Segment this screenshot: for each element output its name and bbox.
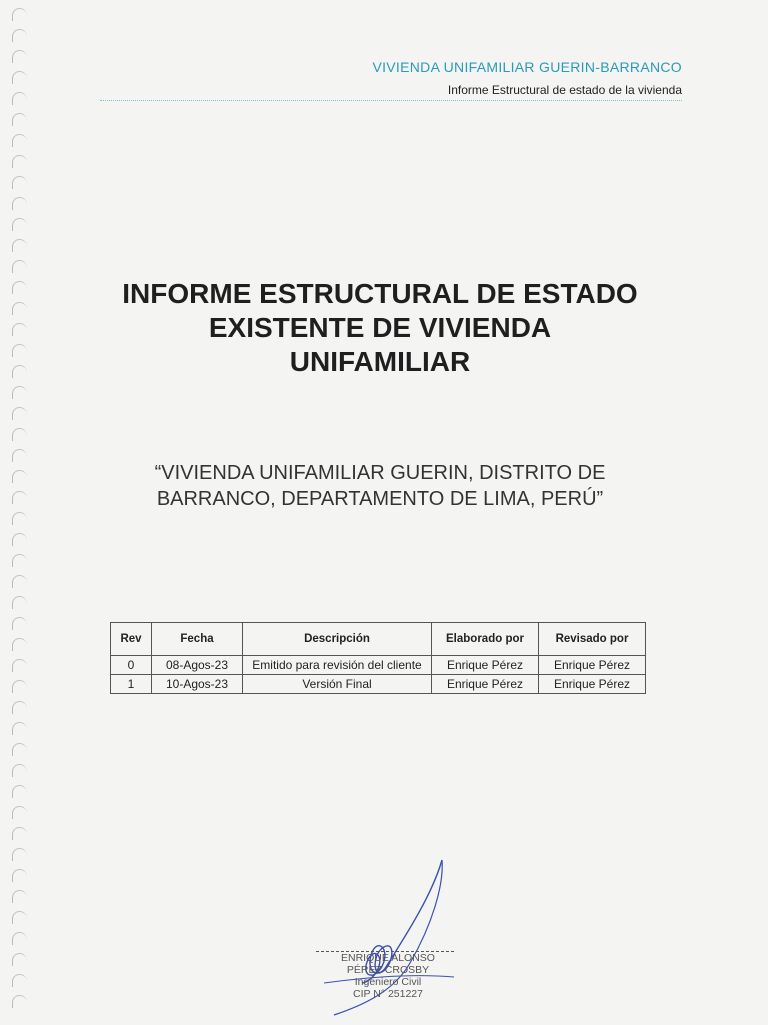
- binding-ring: [12, 92, 27, 105]
- binding-ring: [12, 890, 27, 903]
- binding-ring: [12, 176, 27, 189]
- binding-ring: [12, 722, 27, 735]
- cell-descripcion: Emitido para revisión del cliente: [243, 656, 432, 675]
- binding-ring: [12, 428, 27, 441]
- project-name-line-1: “VIVIENDA UNIFAMILIAR GUERIN, DISTRITO DE: [154, 462, 606, 484]
- binding-ring: [12, 953, 27, 966]
- binding-ring: [12, 512, 27, 525]
- cell-elaborado-por: Enrique Pérez: [432, 675, 539, 694]
- binding-ring: [12, 848, 27, 861]
- col-revisado-por: Revisado por: [539, 623, 646, 656]
- binding-ring: [12, 386, 27, 399]
- binding-ring: [12, 407, 27, 420]
- revision-table-header: [111, 623, 646, 656]
- binding-ring: [12, 617, 27, 630]
- col-descripcion: Descripción: [243, 623, 432, 656]
- binding-ring: [12, 575, 27, 588]
- binding-ring: [12, 281, 27, 294]
- binding-ring: [12, 785, 27, 798]
- col-rev: Rev: [111, 623, 152, 656]
- header-subtitle: Informe Estructural de estado de la vivienda: [447, 83, 682, 97]
- cell-descripcion: Versión Final: [243, 675, 432, 694]
- binding-ring: [12, 50, 27, 63]
- signer-stamp: [318, 952, 458, 1000]
- signer-license: CIP N° 251227: [353, 988, 423, 1000]
- col-fecha: Fecha: [152, 623, 243, 656]
- signer-name-line-2: PÉREZ CROSBY: [346, 964, 430, 976]
- cell-fecha: 08-Agos-23: [152, 656, 243, 675]
- binding-ring: [12, 344, 27, 357]
- binding-ring: [12, 806, 27, 819]
- signer-role: Ingeniero Civil: [354, 976, 422, 988]
- report-title: [80, 277, 680, 379]
- report-title-line-3: UNIFAMILIAR: [289, 346, 471, 377]
- report-title-line-1: INFORME ESTRUCTURAL DE ESTADO: [122, 278, 638, 309]
- binding-ring: [12, 218, 27, 231]
- binding-ring: [12, 491, 27, 504]
- col-elaborado-por: Elaborado por: [432, 623, 539, 656]
- binding-ring: [12, 260, 27, 273]
- cell-rev: 1: [111, 675, 152, 694]
- binding-ring: [12, 365, 27, 378]
- cell-revisado-por: Enrique Pérez: [539, 675, 646, 694]
- cell-rev: 0: [111, 656, 152, 675]
- binding-ring: [12, 8, 27, 21]
- binding-ring: [12, 323, 27, 336]
- binding-ring: [12, 554, 27, 567]
- binding-ring: [12, 449, 27, 462]
- cell-revisado-por: Enrique Pérez: [539, 656, 646, 675]
- cell-fecha: 10-Agos-23: [152, 675, 243, 694]
- revision-table: [110, 622, 646, 694]
- binding-ring: [12, 596, 27, 609]
- project-name-line-2: BARRANCO, DEPARTAMENTO DE LIMA, PERÚ”: [156, 488, 604, 510]
- binding-ring: [12, 932, 27, 945]
- project-name: [80, 460, 680, 512]
- table-row: [111, 656, 646, 675]
- binding-ring: [12, 974, 27, 987]
- header-divider: [100, 100, 682, 101]
- binding-ring: [12, 113, 27, 126]
- binding-ring: [12, 239, 27, 252]
- binding-ring: [12, 71, 27, 84]
- binding-ring: [12, 197, 27, 210]
- binding-ring: [12, 911, 27, 924]
- binding-ring: [12, 869, 27, 882]
- spiral-binding: [6, 0, 34, 1024]
- binding-ring: [12, 134, 27, 147]
- binding-ring: [12, 827, 27, 840]
- binding-ring: [12, 701, 27, 714]
- header-project-title: VIVIENDA UNIFAMILIAR GUERIN-BARRANCO: [372, 59, 682, 75]
- binding-ring: [12, 470, 27, 483]
- binding-ring: [12, 680, 27, 693]
- binding-ring: [12, 743, 27, 756]
- binding-ring: [12, 302, 27, 315]
- binding-ring: [12, 29, 27, 42]
- report-title-line-2: EXISTENTE DE VIVIENDA: [208, 312, 552, 343]
- binding-ring: [12, 659, 27, 672]
- binding-ring: [12, 533, 27, 546]
- signer-name-line-1: ENRIQUE ALONSO: [341, 952, 435, 964]
- binding-ring: [12, 638, 27, 651]
- binding-ring: [12, 764, 27, 777]
- binding-ring: [12, 995, 27, 1008]
- table-row: [111, 675, 646, 694]
- cell-elaborado-por: Enrique Pérez: [432, 656, 539, 675]
- binding-ring: [12, 155, 27, 168]
